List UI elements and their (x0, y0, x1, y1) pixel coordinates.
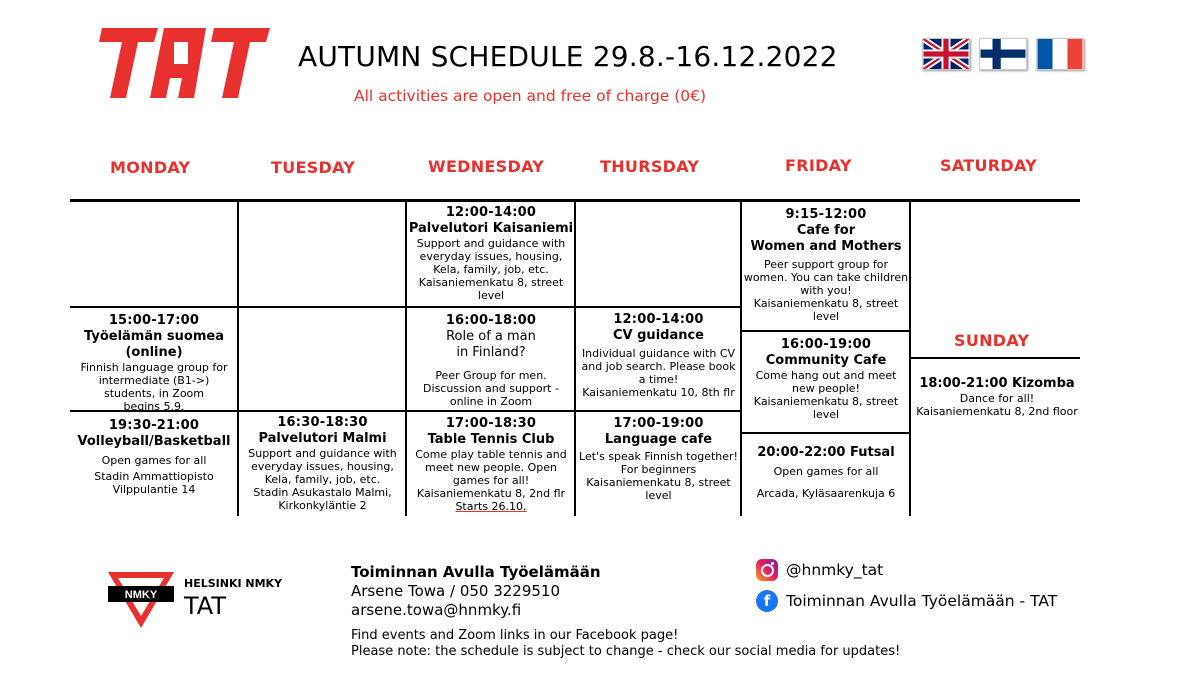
event-time: 12:00-14:00 (613, 312, 704, 327)
france-flag-icon[interactable] (1036, 38, 1084, 70)
footer-note-schedule: Please note: the schedule is subject to change - check our social media for updates! (351, 644, 901, 659)
event-time: 17:00-19:00 (613, 416, 704, 431)
event-description: Dance for all! (959, 392, 1035, 405)
tat-logo (96, 24, 272, 102)
event-time: 15:00-17:00 (108, 313, 200, 328)
event-name: (online) (125, 345, 183, 360)
row-divider (909, 357, 1080, 359)
event-description: Let's speak Finnish together! (579, 450, 738, 463)
facebook-link[interactable] (756, 590, 1057, 612)
event-description: Support and guidance with everyday issues, housing, Kela, family, job, etc. (248, 447, 397, 486)
event-description: Peer support group for women. You can take children with you! (743, 258, 909, 297)
event-time: 9:15-12:00 (785, 207, 867, 222)
schedule-subtitle: All activities are open and free of charge (0€) (354, 87, 707, 105)
nmky-logo (108, 572, 174, 628)
event-description: Individual guidance with CV and job search. Please book a time! (581, 347, 736, 386)
instagram-icon (756, 559, 778, 581)
event-note: Starts 26.10. (455, 500, 527, 513)
contact-person: Arsene Towa / 050 3229510 (351, 582, 561, 600)
event-name: Työelämän suomea (84, 329, 224, 344)
event-name: Palvelutori Kaisaniemi (408, 221, 574, 236)
event-tyoelaman-suomea (73, 313, 235, 413)
footer-note-facebook: Find events and Zoom links in our Facebook page! (351, 628, 679, 643)
row-divider (70, 306, 742, 308)
language-flags (922, 38, 1084, 70)
event-futsal (743, 445, 909, 500)
row-divider (740, 330, 911, 332)
event-description: Support and guidance with everyday issues, housing, Kela, family, job, etc. (416, 237, 566, 276)
uk-flag-icon[interactable] (922, 38, 970, 70)
event-time: 16:30-18:30 (277, 415, 368, 430)
instagram-link[interactable] (756, 559, 883, 581)
event-location: Kaisaniemenkatu 8, street level (753, 297, 899, 323)
day-monday: MONDAY (110, 158, 191, 177)
day-friday: FRIDAY (785, 156, 852, 175)
day-sunday: SUNDAY (954, 331, 1030, 350)
event-location: Stadin Asukastalo Malmi, Kirkonkyläntie 2 (253, 486, 392, 512)
event-description: Open games for all (773, 465, 879, 478)
event-name: in Finland? (456, 345, 526, 360)
org-name: HELSINKI NMKY (184, 577, 283, 590)
event-location: Kaisaniemenkatu 8, street level (586, 476, 731, 502)
event-description: Open games for all (101, 454, 207, 467)
event-name: Language cafe (604, 432, 713, 447)
event-location: Kaisaniemenkatu 8, 2nd floor (916, 405, 1078, 418)
event-name: Volleyball/Basketball (77, 434, 231, 449)
event-location: Stadin Ammattiopisto Vilppulantie 14 (94, 470, 214, 496)
facebook-page: Toiminnan Avulla Työelämään - TAT (786, 592, 1058, 610)
event-time: 12:00-14:00 (445, 205, 537, 220)
event-time: 19:30-21:00 (108, 418, 200, 433)
event-name: CV guidance (613, 328, 704, 343)
event-description: Come play table tennis and meet new people. Open games for all! (415, 448, 567, 487)
event-volleyball-basketball (73, 418, 235, 496)
instagram-handle: @hnmky_tat (786, 561, 884, 579)
event-language-cafe (577, 416, 740, 502)
event-time-name: 18:00-21:00 Kizomba (919, 376, 1075, 391)
event-time: 16:00-18:00 (445, 313, 537, 328)
event-description: Finnish language group for intermediate (B1->) students, in Zoom (80, 361, 228, 400)
column-divider (405, 202, 407, 516)
event-description: Peer Group for men. Discussion and support - online in Zoom (423, 369, 559, 408)
event-note: begins 5.9. (123, 400, 185, 413)
event-table-tennis (408, 416, 574, 513)
event-location: Kaisaniemenkatu 8, 2nd flr (416, 487, 566, 500)
event-name: Table Tennis Club (427, 432, 555, 447)
event-name: Role of a man (446, 329, 536, 344)
event-time: 16:00-19:00 (780, 337, 872, 352)
column-divider (237, 202, 239, 516)
event-location: Kaisaniemenkatu 10, 8th flr (582, 386, 735, 399)
event-name: Cafe for (796, 223, 856, 238)
event-time-name: 20:00-22:00 Futsal (757, 445, 895, 460)
event-time: 17:00-18:30 (445, 416, 537, 431)
event-kizomba (912, 376, 1082, 418)
event-palvelutori-malmi (240, 415, 405, 512)
event-cafe-women-mothers (743, 207, 909, 323)
event-name: Women and Mothers (750, 239, 902, 254)
event-community-cafe (743, 337, 909, 421)
event-name: Community Cafe (765, 353, 887, 368)
column-divider (909, 202, 911, 516)
day-wednesday: WEDNESDAY (428, 157, 545, 176)
event-description: Come hang out and meet new people! (755, 369, 897, 395)
event-location: Kaisaniemenkatu 8, street level (418, 276, 564, 302)
day-saturday: SATURDAY (940, 156, 1038, 175)
day-tuesday: TUESDAY (271, 158, 356, 177)
event-cv-guidance (577, 312, 740, 399)
event-location: Kaisaniemenkatu 8, street level (753, 395, 899, 421)
column-divider (740, 202, 742, 516)
event-palvelutori-kaisaniemi (408, 205, 574, 302)
day-thursday: THURSDAY (600, 157, 700, 176)
event-role-of-a-man (408, 313, 574, 408)
event-location: Arcada, Kyläsaarenkuja 6 (756, 487, 896, 500)
row-divider (740, 432, 911, 434)
event-name: Palvelutori Malmi (258, 431, 387, 446)
contact-title: Toiminnan Avulla Työelämään (351, 563, 601, 581)
org-short-name: TAT (184, 592, 227, 620)
column-divider (574, 202, 576, 516)
event-note: For beginners (620, 463, 697, 476)
schedule-title: AUTUMN SCHEDULE 29.8.-16.12.2022 (298, 40, 838, 73)
finland-flag-icon[interactable] (979, 38, 1027, 70)
contact-email[interactable]: arsene.towa@hnmky.fi (351, 601, 522, 619)
nmky-badge-text: NMKY (124, 589, 158, 601)
facebook-icon: f (756, 590, 778, 612)
